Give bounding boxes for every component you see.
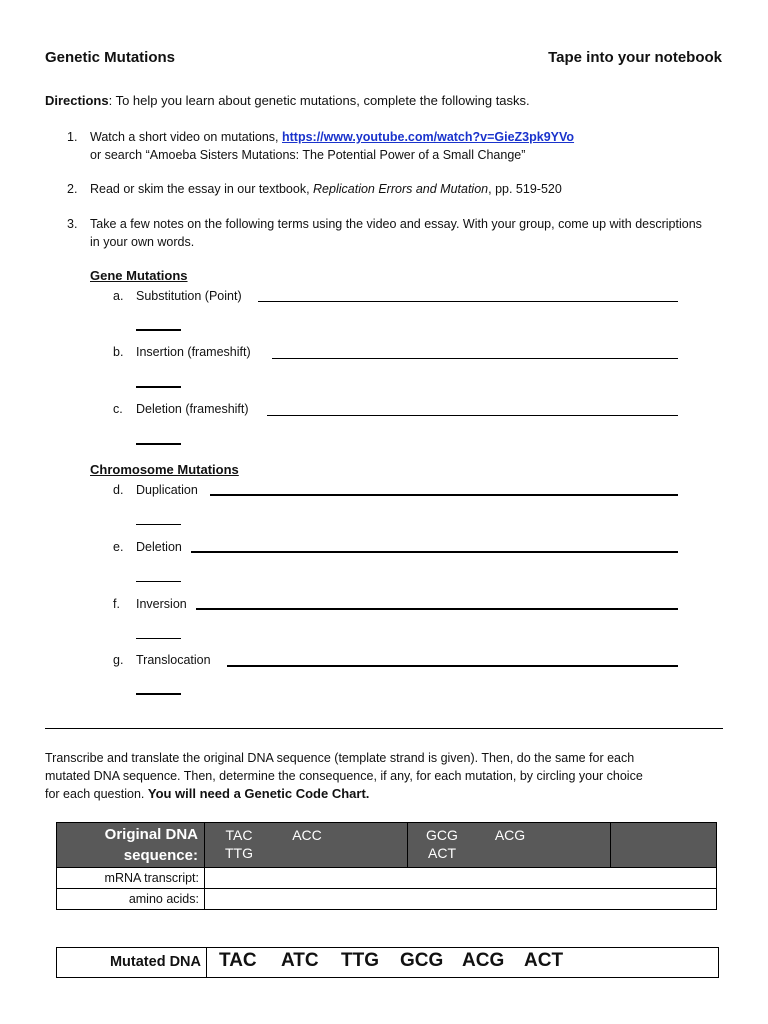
codon: TTG bbox=[225, 845, 253, 861]
original-dna-table bbox=[56, 822, 717, 910]
term-translocation: Translocation bbox=[136, 653, 211, 667]
label-line1: Original DNA bbox=[104, 826, 198, 843]
mrna-label: mRNA transcript: bbox=[57, 868, 205, 889]
task-1 bbox=[90, 128, 574, 164]
answer-line[interactable] bbox=[191, 551, 678, 553]
answer-line[interactable] bbox=[196, 608, 678, 610]
original-dna-label bbox=[57, 823, 205, 868]
item-letter: e. bbox=[113, 540, 124, 554]
answer-line-continued[interactable] bbox=[136, 638, 181, 639]
answer-line-continued[interactable] bbox=[136, 524, 181, 525]
video-link[interactable]: https://www.youtube.com/watch?v=GieZ3pk9YVo bbox=[282, 130, 575, 144]
task-2-text: Read or skim the essay in our textbook, bbox=[90, 182, 314, 196]
instructions-line1: Transcribe and translate the original DNA sequence (template strand is given). Then, do the same for each bbox=[45, 751, 635, 765]
directions bbox=[45, 92, 530, 110]
page-title: Genetic Mutations bbox=[45, 49, 176, 66]
item-letter: a. bbox=[113, 289, 124, 303]
directions-text: : To help you learn about genetic mutations, complete the following tasks. bbox=[108, 93, 530, 108]
item-letter: d. bbox=[113, 483, 124, 497]
task-3-line1: Take a few notes on the following terms using the video and essay. With your group, come up with descriptions bbox=[90, 217, 702, 231]
gene-mutations-title: Gene Mutations bbox=[90, 268, 188, 283]
answer-line[interactable] bbox=[210, 494, 678, 496]
task-1-search: or search “Amoeba Sisters Mutations: The Potential Power of a Small Change” bbox=[90, 148, 526, 162]
item-letter: g. bbox=[113, 653, 124, 667]
answer-line-continued[interactable] bbox=[136, 581, 181, 582]
mutated-codon: TTG bbox=[341, 950, 379, 971]
mutated-codon: ACT bbox=[524, 950, 564, 971]
dna-header-row bbox=[57, 823, 717, 868]
directions-label: Directions bbox=[45, 93, 109, 108]
answer-line-continued[interactable] bbox=[136, 386, 181, 388]
label-line2: sequence: bbox=[123, 847, 198, 864]
answer-line[interactable] bbox=[258, 301, 678, 302]
item-letter: f. bbox=[113, 597, 120, 611]
mutated-codon: TAC bbox=[219, 950, 257, 971]
answer-line-continued[interactable] bbox=[136, 693, 181, 695]
codon-group-2 bbox=[408, 823, 611, 868]
codon: ACT bbox=[428, 845, 456, 861]
mutated-codon: GCG bbox=[400, 950, 444, 971]
codon-group-1 bbox=[205, 823, 408, 868]
answer-line[interactable] bbox=[272, 358, 678, 359]
answer-line[interactable] bbox=[267, 415, 678, 416]
codon: ACG bbox=[494, 827, 526, 843]
codon: ACC bbox=[292, 827, 322, 843]
instructions-line3: for each question. bbox=[45, 787, 148, 801]
codon: GCG bbox=[426, 827, 458, 843]
answer-line-continued[interactable] bbox=[136, 443, 181, 445]
amino-acids-row bbox=[57, 889, 717, 910]
tape-note: Tape into your notebook bbox=[548, 49, 722, 66]
mrna-answer-cell[interactable] bbox=[205, 868, 717, 889]
term-substitution: Substitution (Point) bbox=[136, 289, 242, 303]
mutated-dna-row bbox=[56, 947, 719, 978]
amino-acids-label: amino acids: bbox=[57, 889, 205, 910]
task-2 bbox=[90, 180, 562, 198]
task-3 bbox=[90, 215, 702, 251]
term-inversion: Inversion bbox=[136, 597, 187, 611]
essay-title: Replication Errors and Mutation bbox=[313, 182, 489, 196]
mutated-codon: ATC bbox=[281, 950, 319, 971]
term-insertion: Insertion (frameshift) bbox=[136, 345, 251, 359]
chromosome-mutations-title: Chromosome Mutations bbox=[90, 462, 239, 477]
empty-cell bbox=[611, 823, 717, 868]
task-2-number: 2. bbox=[67, 182, 78, 196]
mutated-dna-label: Mutated DNA bbox=[57, 948, 207, 977]
term-deletion-frameshift: Deletion (frameshift) bbox=[136, 402, 249, 416]
task-1-number: 1. bbox=[67, 130, 78, 144]
instructions bbox=[45, 749, 735, 803]
item-letter: c. bbox=[113, 402, 123, 416]
task-3-line2: in your own words. bbox=[90, 235, 195, 249]
instructions-line2: mutated DNA sequence. Then, determine the consequence, if any, for each mutation, by circling your choice bbox=[45, 769, 643, 783]
task-2-pages: , pp. 519-520 bbox=[488, 182, 562, 196]
task-1-text: Watch a short video on mutations, bbox=[90, 130, 282, 144]
answer-line[interactable] bbox=[227, 665, 678, 667]
term-duplication: Duplication bbox=[136, 483, 198, 497]
amino-acids-answer-cell[interactable] bbox=[205, 889, 717, 910]
mrna-row bbox=[57, 868, 717, 889]
mutated-codon: ACG bbox=[462, 950, 505, 971]
section-divider bbox=[45, 728, 723, 729]
genetic-code-note: You will need a Genetic Code Chart. bbox=[147, 786, 370, 801]
item-letter: b. bbox=[113, 345, 124, 359]
task-3-number: 3. bbox=[67, 217, 78, 231]
answer-line-continued[interactable] bbox=[136, 329, 181, 331]
term-deletion: Deletion bbox=[136, 540, 182, 554]
codon: TAC bbox=[225, 827, 253, 843]
